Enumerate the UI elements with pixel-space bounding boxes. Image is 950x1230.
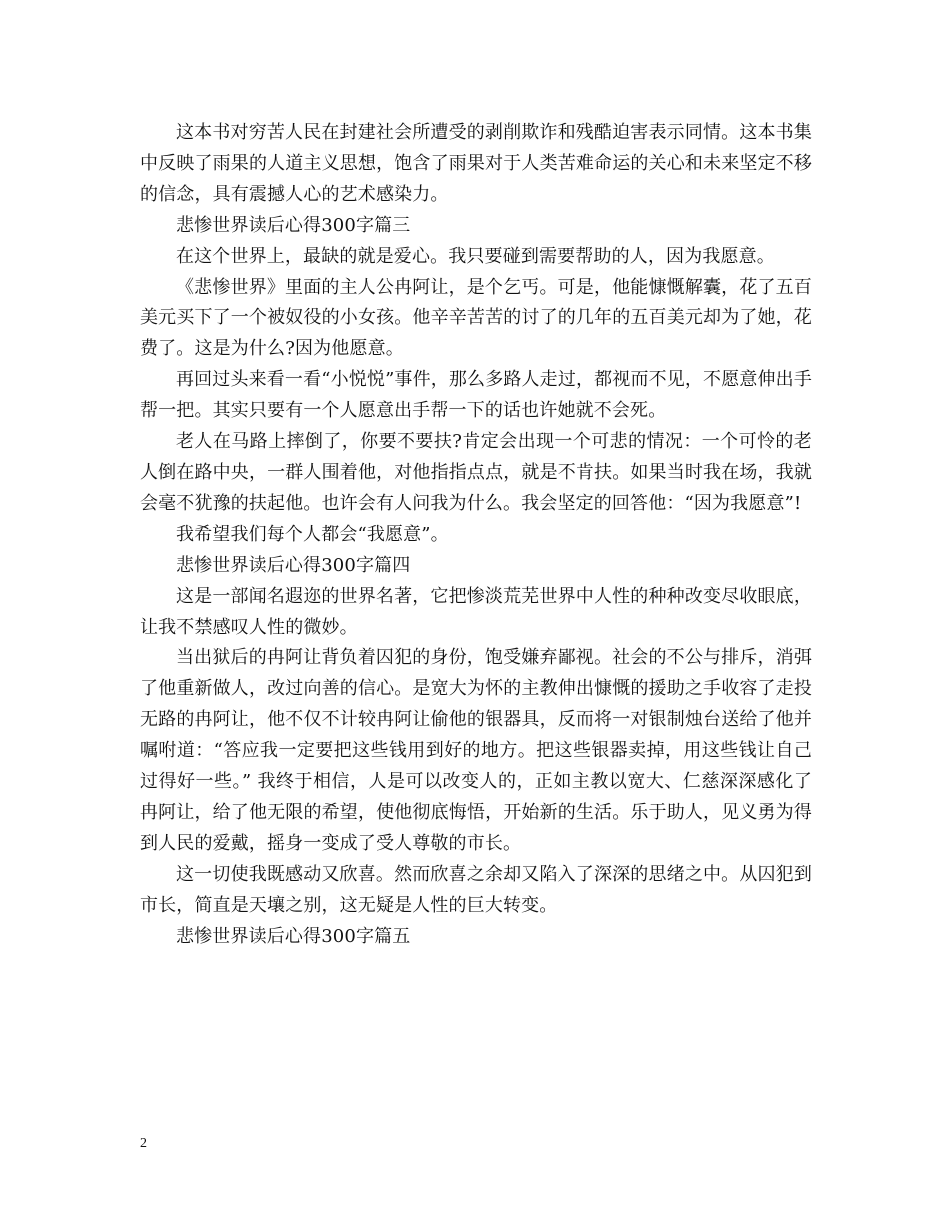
paragraph: 我希望我们每个人都会“我愿意”。 xyxy=(176,523,449,545)
paragraph: 这本书对穷苦人民在封建社会所遭受的剥削欺诈和残酷迫害表示同情。这本书集中反映了雨果的人道主义思想，饱含了雨果对于人类苦难命运的关心和未来坚定不移的信念，具有震撼人心的艺术感染力。 xyxy=(140,122,812,205)
paragraph: 当出狱后的冉阿让背负着囚犯的身份，饱受嫌弃鄙视。社会的不公与排斥，消弭了他重新做人，改过向善的信心。是宽大为怀的主教伸出慷慨的援助之手收容了走投无路的冉阿让，他不仅不计较冉阿让偷他的银器具，反而将一对银制烛台送给了他并嘱咐道：“答应我一定要把这些钱用到好的地方。把这些银器卖掉，用这些钱让自己过得好一些。” 我终于相信，人是可以改变人的，正如主教以宽大、仁慈深深感化了冉阿让，给了他无限的希望，使他彻底悔悟，开始新的生活。乐于助人，见义勇为得到人民的爱戴，摇身一变成了受人尊敬的市长。 xyxy=(140,647,812,854)
section-heading: 悲惨世界读后心得300字篇三 xyxy=(176,214,411,236)
section-heading: 悲惨世界读后心得300字篇四 xyxy=(176,554,411,576)
section-heading: 悲惨世界读后心得300字篇五 xyxy=(176,925,411,947)
paragraph: 这一切使我既感动又欣喜。然而欣喜之余却又陷入了深深的思绪之中。从囚犯到市长，简直是天壤之别，这无疑是人性的巨大转变。 xyxy=(140,863,812,916)
paragraph: 老人在马路上摔倒了，你要不要扶?肯定会出现一个可悲的情况：一个可怜的老人倒在路中央，一群人围着他，对他指指点点，就是不肯扶。如果当时我在场，我就会毫不犹豫的扶起他。也许会有人问我为什么。我会坚定的回答他：“因为我愿意”! xyxy=(140,431,812,514)
paragraph: 再回过头来看一看“小悦悦”事件，那么多路人走过，都视而不见，不愿意伸出手帮一把。其实只要有一个人愿意出手帮一下的话也许她就不会死。 xyxy=(140,369,812,422)
paragraph: 这是一部闻名遐迩的世界名著，它把惨淡荒芜世界中人性的种种改变尽收眼底，让我不禁感叹人性的微妙。 xyxy=(140,585,812,638)
paragraph: 在这个世界上，最缺的就是爱心。我只要碰到需要帮助的人，因为我愿意。 xyxy=(176,245,775,267)
paragraph: 《悲惨世界》里面的主人公冉阿让，是个乞丐。可是，他能慷慨解囊，花了五百美元买下了一个被奴役的小女孩。他辛辛苦苦的讨了的几年的五百美元却为了她，花费了。这是为什么?因为他愿意。 xyxy=(140,276,812,360)
page-number: 2 xyxy=(140,1136,147,1151)
document-body xyxy=(140,118,812,952)
